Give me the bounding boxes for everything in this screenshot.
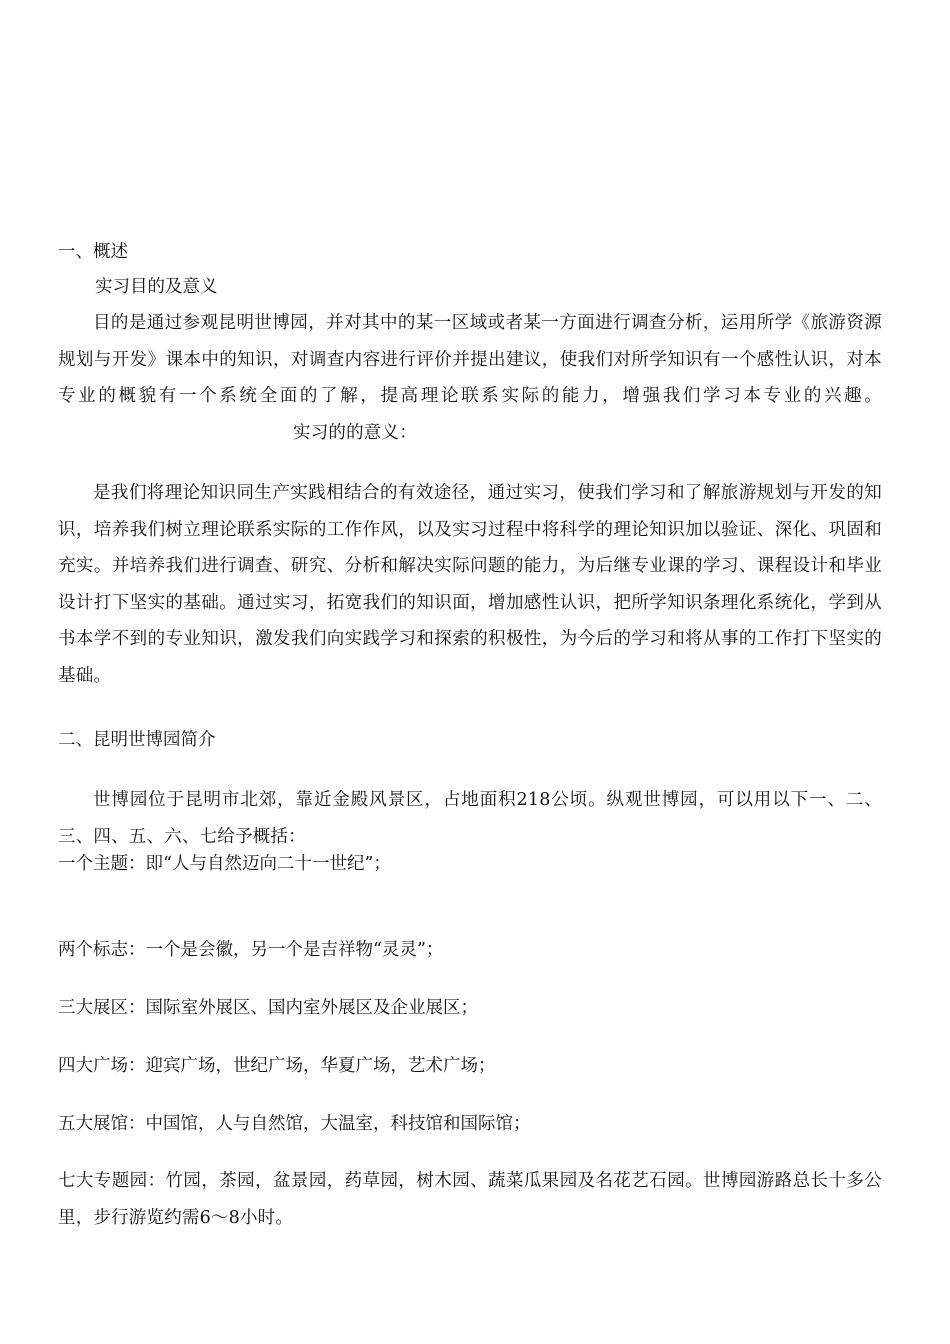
list-item-squares: 四大广场：迎宾广场，世纪广场，华夏广场，艺术广场； xyxy=(58,1056,496,1076)
purpose-paragraph xyxy=(58,305,882,451)
section-heading-intro: 二、昆明世博园简介 xyxy=(58,730,216,750)
list-item-symbols: 两个标志：一个是会徽，另一个是吉祥物“灵灵”； xyxy=(58,940,444,960)
meaning-label: 实习的的意义： xyxy=(293,422,417,443)
list-item-theme-gardens: 七大专题园：竹园，茶园，盆景园，药草园，树木园、蔬菜瓜果园及名花艺石园。世博园游路总长十多公里，步行游览约需6～8小时。 xyxy=(58,1171,882,1228)
intro-paragraph: 世博园位于昆明市北郊，靠近金殿风景区，占地面积218公顷。纵观世博园，可以用以下一、二、三、四、五、六、七给予概括： xyxy=(58,790,882,847)
list-item-exhibition-areas: 三大展区：国际室外展区、国内室外展区及企业展区； xyxy=(58,998,478,1018)
meaning-paragraph: 是我们将理论知识同生产实践相结合的有效途径，通过实习，使我们学习和了解旅游规划与开发的知识，培养我们树立理论联系实际的工作作风，以及实习过程中将科学的理论知识加以验证、深化、巩固和充实。并培养我们进行调查、研究、分析和解决实际问题的能力，为后继专业课的学习、课程设计和毕业设计打下坚实的基础。通过实习，拓宽我们的知识面，增加感性认识，把所学知识条理化系统化，学到从书本学不到的专业知识，激发我们向实践学习和探索的积极性，为今后的学习和将从事的工作打下坚实的基础。 xyxy=(58,483,882,686)
subheading-purpose-meaning: 实习目的及意义 xyxy=(95,277,218,297)
list-item-halls: 五大展馆：中国馆，人与自然馆，大温室，科技馆和国际馆； xyxy=(58,1114,531,1134)
list-item-theme: 一个主题：即“人与自然迈向二十一世纪”； xyxy=(58,854,391,874)
purpose-text: 目的是通过参观昆明世博园，并对其中的某一区域或者某一方面进行调查分析，运用所学《旅游资源规划与开发》课本中的知识，对调查内容进行评价并提出建议，使我们对所学知识有一个感性认识，对本专业的概貌有一个系统全面的了解，提高理论联系实际的能力，增强我们学习本专业的兴趣。 xyxy=(58,313,882,406)
section-heading-overview: 一、概述 xyxy=(58,242,128,262)
